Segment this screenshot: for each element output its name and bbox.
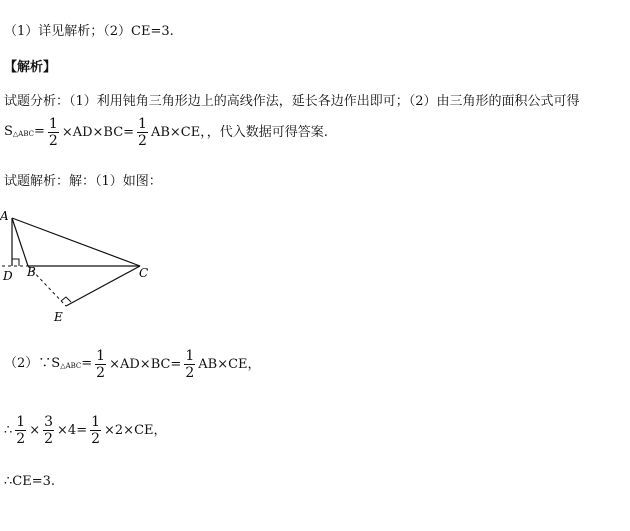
- formula-part2: AB×CE，，代入数据可得答案.: [150, 124, 328, 140]
- altitude-ce: [66, 266, 140, 306]
- fraction-half: $\frac{1}{2}$: [48, 116, 58, 149]
- step-mid: ×4=: [57, 422, 88, 438]
- part2-prefix: （2）∵S△ABC=: [4, 355, 93, 371]
- conclusion: ∴CE=3.: [4, 474, 56, 489]
- fraction-half: $\frac{1}{2}$: [96, 348, 106, 381]
- fraction-one-half: $\frac{1}{2}$: [91, 414, 101, 447]
- analysis-formula: [4, 116, 328, 149]
- answer-line: （1）详见解析；（2）CE=3.: [4, 24, 174, 39]
- area-symbol: S△ABC=: [4, 123, 45, 139]
- fraction-half: $\frac{1}{2}$: [185, 348, 195, 381]
- times-symbol: ×: [29, 422, 41, 438]
- label-d: D: [3, 269, 13, 283]
- fraction-half: $\frac{1}{2}$: [138, 116, 147, 149]
- segment-ac: [12, 218, 140, 266]
- step-formula: [4, 414, 167, 447]
- part2-mid: ×AD×BC=: [109, 356, 182, 372]
- label-c: C: [139, 266, 149, 280]
- right-angle-e: [61, 297, 71, 302]
- part2-formula: [4, 348, 261, 381]
- therefore-symbol: ∴: [4, 422, 13, 438]
- part2-tail: AB×CE，: [198, 356, 261, 372]
- solution-intro: 试题解析：解：（1）如图：: [4, 174, 162, 189]
- fraction-three-half: $\frac{3}{2}$: [44, 414, 54, 447]
- step-tail: ×2×CE，: [104, 422, 167, 438]
- label-b: B: [27, 265, 36, 279]
- formula-part1: ×AD×BC=: [61, 124, 135, 140]
- right-angle-d: [12, 259, 19, 266]
- fraction-one-half: $\frac{1}{2}$: [16, 414, 26, 447]
- section-title: 【解析】: [4, 60, 57, 75]
- analysis-text: 试题分析：（1）利用钝角三角形边上的高线作法，延长各边作出即可；（2）由三角形的面积公式可得: [4, 94, 580, 109]
- triangle-figure: [0, 210, 200, 330]
- label-e: E: [54, 310, 63, 324]
- label-a: A: [0, 210, 9, 223]
